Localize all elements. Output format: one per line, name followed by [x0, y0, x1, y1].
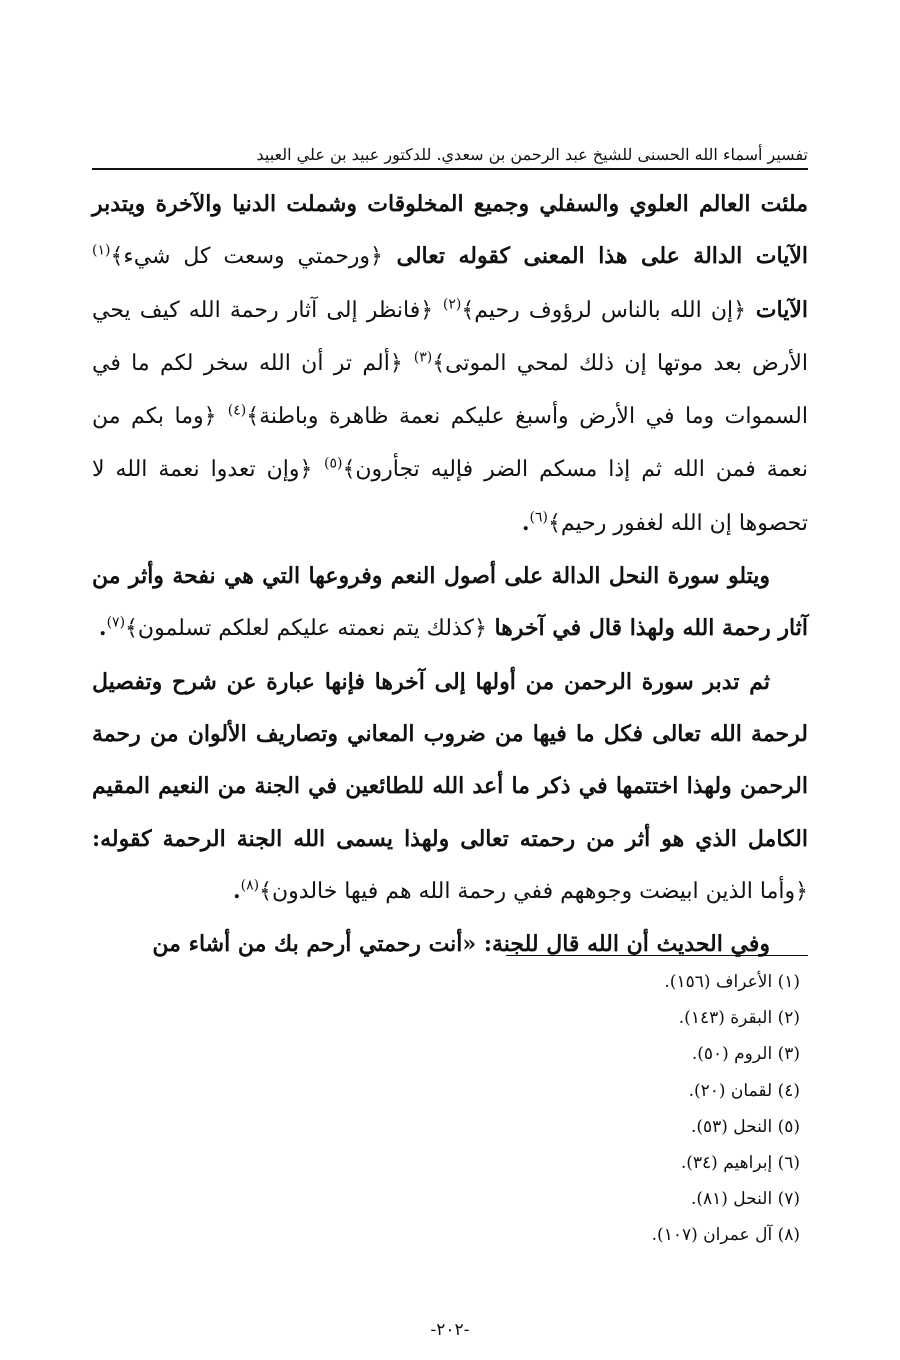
p2-quran-verse-1: ﴿كذلك يتم نعمته عليكم لعلكم تسلمون﴾ — [125, 616, 487, 642]
p1-footnote-ref-2: (٢) — [442, 296, 462, 313]
p1-text-4 — [403, 350, 414, 376]
p1-text-6 — [312, 456, 324, 482]
p2-footnote-ref-7: (٧) — [106, 615, 126, 632]
footnote-item: (٥) النحل (٥٣). — [690, 1116, 800, 1137]
paragraph-3 — [92, 656, 808, 918]
p3-text-2: . — [232, 877, 241, 904]
p1-footnote-ref-3: (٣) — [413, 349, 433, 366]
footnote-divider — [506, 955, 808, 956]
footnote-item: (٧) النحل (٨١). — [690, 1189, 800, 1210]
p1-quran-verse-6: ﴿وإن تعدوا نعمة الله لا تحصوها إن الله لغفور رحيم﴾ — [92, 457, 808, 536]
p1-quran-verse-5: ﴿وما بكم من نعمة فمن الله ثم إذا مسكم الضر فإليه تجأرون﴾ — [92, 404, 808, 483]
footnote-item: (٢) البقرة (١٤٣). — [678, 1008, 800, 1029]
p1-footnote-ref-5: (٥) — [324, 456, 343, 473]
p1-text-7: . — [521, 509, 530, 536]
p2-text-2: . — [98, 615, 107, 642]
p4-text-1: وفي الحديث أن الله قال للجنة: «أنت رحمتي أرحم بك من أشاء من — [152, 931, 770, 958]
paragraph-2 — [92, 550, 808, 656]
p1-footnote-ref-1: (١) — [92, 242, 111, 259]
running-header — [92, 138, 808, 170]
p1-quran-verse-3: ﴿فانظر إلى آثار رحمة الله كيف يحي الأرض بعد موتها إن ذلك لمحي الموتى﴾ — [92, 297, 808, 376]
footnotes-list — [400, 964, 800, 1254]
footnote-item: (٣) الروم (٥٠). — [691, 1044, 800, 1065]
main-text — [92, 178, 808, 970]
p1-footnote-ref-4: (٤) — [227, 402, 247, 419]
paragraph-1 — [92, 178, 808, 550]
footnote-item: (٦) إبراهيم (٣٤). — [680, 1153, 800, 1174]
p1-text-2: الآيات — [746, 296, 808, 323]
header-title: تفسير أسماء الله الحسنى للشيخ عبد الرحمن بن سعدي. للدكتور عبيد بن علي العبيد — [256, 145, 808, 164]
p1-text-1: ملئت العالم العلوي والسفلي وجميع المخلوقات وشملت الدنيا والآخرة ويتدبر الآيات الدالة على هذا المعنى كقوله تعالى — [92, 191, 808, 270]
p2-text-1: ويتلو سورة النحل الدالة على أصول النعم وفروعها التي هي نفحة وأثر من آثار رحمة الله ولهذا قال في آخرها — [92, 563, 808, 642]
p1-quran-verse-2: ﴿إن الله بالناس لرؤوف رحيم﴾ — [461, 297, 746, 323]
footnote-item: (٤) لقمان (٢٠). — [688, 1080, 800, 1101]
p1-footnote-ref-6: (٦) — [529, 509, 548, 526]
p1-quran-verse-4: ﴿ألم تر أن الله سخر لكم ما في السموات وما في الأرض وأسبغ عليكم نعمة ظاهرة وباطنة﴾ — [92, 350, 808, 430]
p1-text-5 — [217, 403, 228, 429]
p1-text-3 — [433, 297, 443, 323]
p3-quran-verse-1: ﴿وأما الذين ابيضت وجوههم ففي رحمة الله هم فيها خالدون﴾ — [259, 878, 808, 904]
p1-quran-verse-1: ﴿ورحمتي وسعت كل شيء﴾ — [110, 244, 383, 270]
p3-footnote-ref-8: (٨) — [240, 877, 260, 894]
page-number: -٢٠٢- — [430, 1320, 470, 1340]
footnote-item: (٨) آل عمران (١٠٧). — [651, 1225, 800, 1246]
paragraph-4 — [92, 918, 808, 970]
footnote-item: (١) الأعراف (١٥٦). — [664, 972, 800, 992]
p3-text-1: ثم تدبر سورة الرحمن من أولها إلى آخرها فإنها عبارة عن شرح وتفصيل لرحمة الله تعالى فكل ما فيها من ضروب المعاني وتصاريف الألوان من رحمة الرحمن ولهذا اختتمها في ذكر ما أعد الله للطائعين في الجنة من النعيم المقيم الكامل الذي هو أثر من رحمته تعالى ولهذا يسمى الله الجنة الرحمة كقوله: — [92, 668, 808, 852]
